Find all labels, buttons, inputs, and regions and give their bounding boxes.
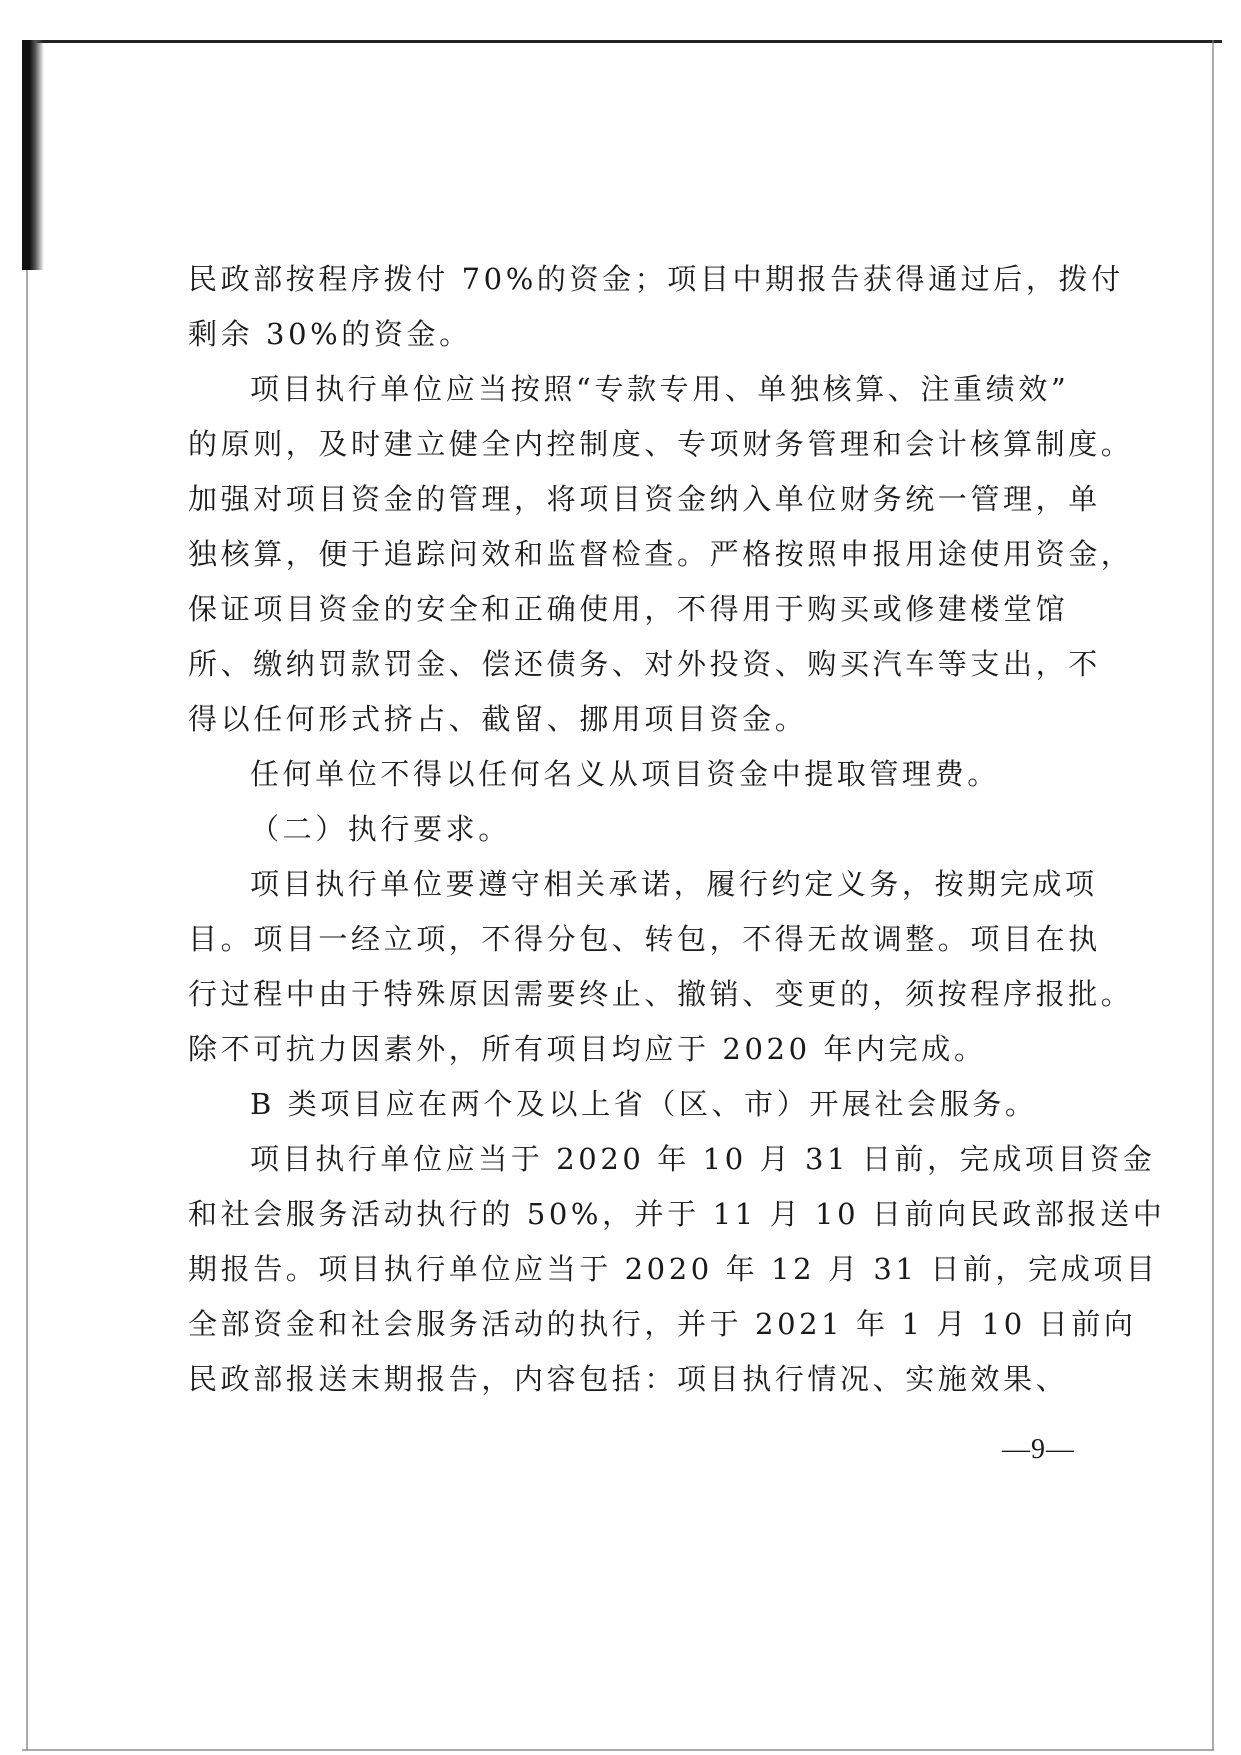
text-line: 除不可抗力因素外，所有项目均应于 2020 年内完成。: [188, 1032, 987, 1066]
text-line: 剩余 30%的资金。: [188, 317, 472, 351]
bottom-border-rule: [22, 1749, 1214, 1751]
text-line: 和社会服务活动执行的 50%，并于 11 月 10 日前向民政部报送中: [188, 1197, 1166, 1231]
page-number: —9—: [1002, 1434, 1075, 1465]
paragraph-start-line: 项目执行单位应当于 2020 年 10 月 31 日前，完成项目资金: [250, 1142, 1156, 1176]
text-line: 所、缴纳罚款罚金、偿还债务、对外投资、购买汽车等支出，不: [188, 647, 1101, 681]
paragraph-start-line: B 类项目应在两个及以上省（区、市）开展社会服务。: [250, 1087, 1038, 1121]
document-body: [188, 252, 1166, 1407]
text-line: 行过程中由于特殊原因需要终止、撤销、变更的，须按程序报批。: [188, 977, 1134, 1011]
paragraph-start-line: 项目执行单位要遵守相关承诺，履行约定义务，按期完成项: [250, 867, 1098, 901]
paragraph-start-line: 项目执行单位应当按照“专款专用、单独核算、注重绩效”: [250, 372, 1070, 406]
text-line: 全部资金和社会服务活动的执行，并于 2021 年 1 月 10 日前向: [188, 1307, 1137, 1341]
text-line: 保证项目资金的安全和正确使用，不得用于购买或修建楼堂馆: [188, 592, 1069, 626]
text-line: 民政部按程序拨付 70%的资金；项目中期报告获得通过后，拨付: [188, 262, 1124, 296]
text-line: 独核算，便于追踪问效和监督检查。严格按照申报用途使用资金，: [188, 537, 1134, 571]
text-line: 民政部报送末期报告，内容包括：项目执行情况、实施效果、: [188, 1362, 1069, 1396]
text-line: 目。项目一经立项，不得分包、转包，不得无故调整。项目在执: [188, 922, 1101, 956]
scan-left-edge-shadow: [22, 40, 44, 270]
text-line: 加强对项目资金的管理，将项目资金纳入单位财务统一管理，单: [188, 482, 1101, 516]
paragraph-start-line: 任何单位不得以任何名义从项目资金中提取管理费。: [250, 757, 1000, 791]
text-line: 的原则，及时建立健全内控制度、专项财务管理和会计核算制度。: [188, 427, 1134, 461]
scan-left-edge-line: [26, 270, 28, 1750]
text-line: 期报告。项目执行单位应当于 2020 年 12 月 31 日前，完成项目: [188, 1252, 1159, 1286]
text-line: 得以任何形式挤占、截留、挪用项目资金。: [188, 702, 808, 736]
scan-right-edge-line: [1212, 40, 1214, 1750]
section-heading: （二）执行要求。: [250, 812, 511, 846]
top-border-rule: [22, 40, 1222, 43]
